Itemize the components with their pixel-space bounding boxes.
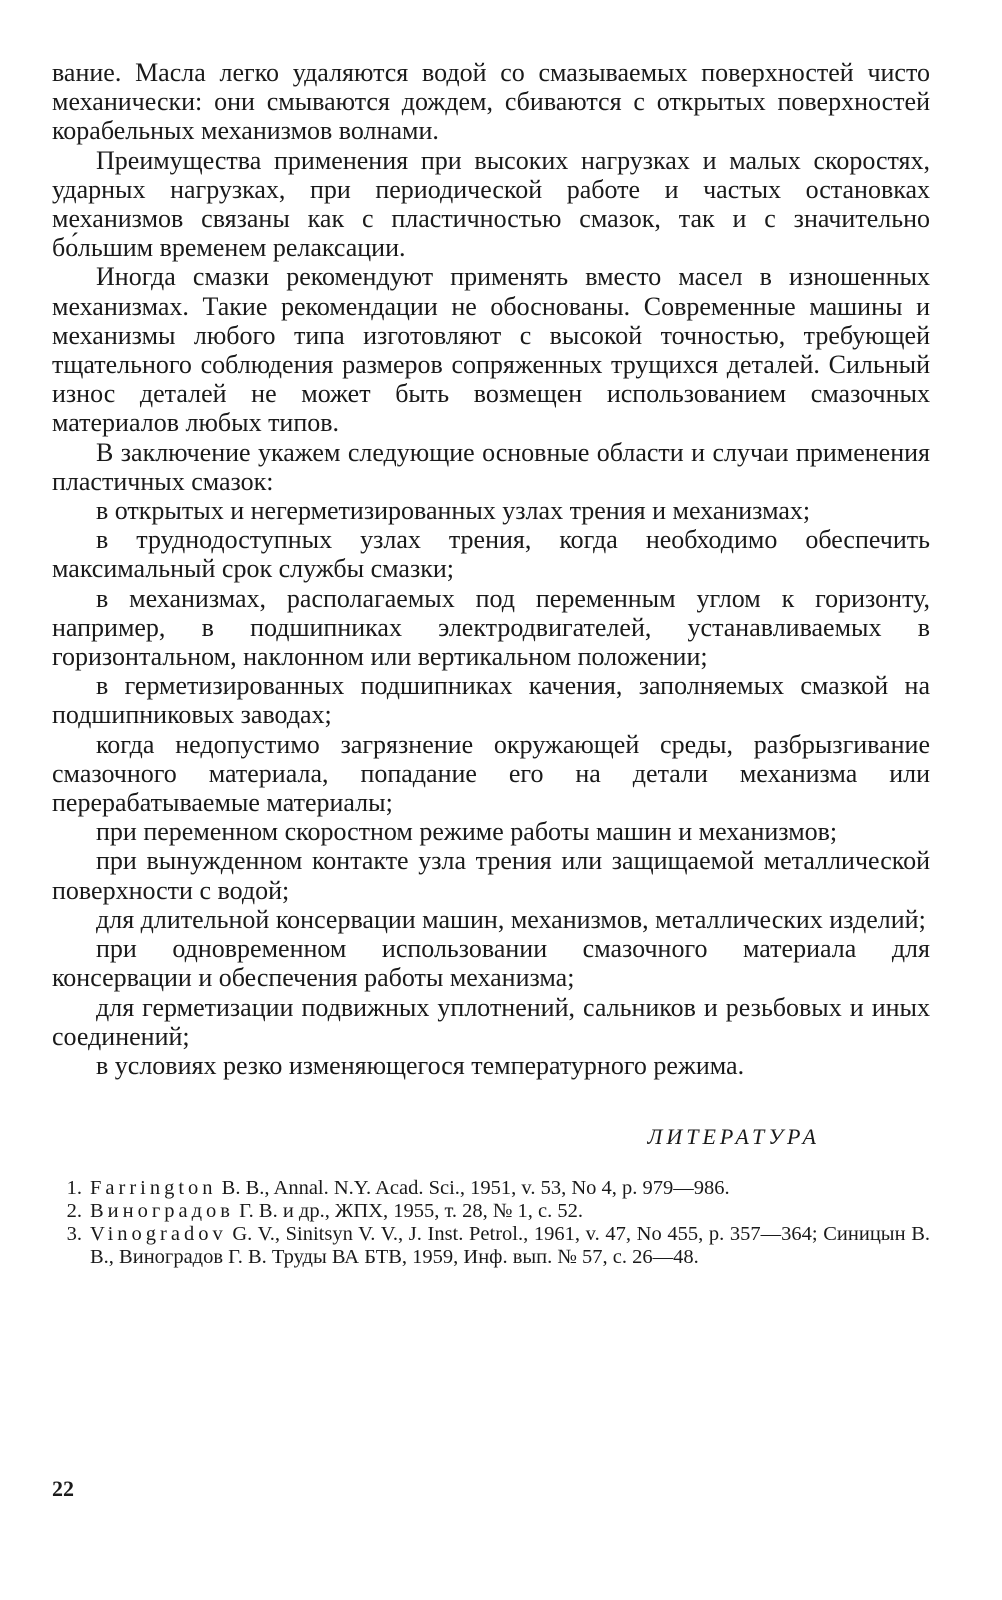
reference-details: Г. В. и др., ЖПХ, 1955, т. 28, № 1, с. 52. [233, 1200, 584, 1223]
list-item: при одновременном использовании смазочного материала для консервации и обеспечения работы механизма; [52, 934, 930, 993]
reference-author: Vinogradov [90, 1223, 227, 1246]
reference-number: 3. [66, 1223, 82, 1246]
paragraph-4: В заключение укажем следующие основные области и случаи применения пластичных смазок: [52, 437, 930, 496]
reference-item [52, 1223, 930, 1269]
references-heading: ЛИТЕРАТУРА [647, 1124, 820, 1150]
paragraph-3: Иногда смазки рекомендуют применять вместо масел в изношенных механизмах. Такие рекомендации не обоснованы. Современные машины и механизмы любого типа изготовляют с высокой точностью, требующей тщательного соблюдения размеров сопряженных трущихся деталей. Сильный износ деталей не может быть возмещен использованием смазочных материалов любых типов. [52, 262, 930, 438]
page-body [52, 58, 930, 1269]
reference-details: B. B., Annal. N.Y. Acad. Sci., 1951, v. 53, No 4, p. 979—986. [216, 1177, 730, 1200]
list-item: при вынужденном контакте узла трения или защищаемой металлической поверхности с водой; [52, 846, 930, 905]
page-number: 22 [52, 1476, 74, 1501]
list-item: для герметизации подвижных уплотнений, сальников и резьбовых и иных соединений; [52, 992, 930, 1051]
list-item: для длительной консервации машин, механизмов, металлических изделий; [96, 904, 926, 934]
list-item: в труднодоступных узлах трения, когда необходимо обеспечить максимальный срок службы смазки; [52, 525, 930, 584]
reference-author: Виноградов [90, 1200, 234, 1223]
paragraph-2: Преимущества применения при высоких нагрузках и малых скоростях, ударных нагрузках, при периодической работе и частых остановках механизмов связаны как с пластичностью смазок, так и с значительно бо́льшим временем релаксации. [52, 145, 930, 263]
list-item: в условиях резко изменяющегося температурного режима. [96, 1050, 745, 1080]
reference-details: G. V., Sinitsyn V. V., J. Inst. Petrol., 1961, v. 47, No 455, p. 357—364; Синицын В. В., Виноградов Г. В. Труды ВА БТВ, 1959, Инф. вып. № 57, с. 26—48. [90, 1223, 930, 1269]
paragraph-1: вание. Масла легко удаляются водой со смазываемых поверхностей чисто механически: они смываются дождем, сбиваются с открытых поверхностей корабельных механизмов волнами. [52, 58, 930, 146]
reference-number: 2. [66, 1200, 82, 1223]
reference-text [90, 1223, 930, 1269]
reference-text [90, 1200, 930, 1223]
list-item: когда недопустимо загрязнение окружающей среды, разбрызгивание смазочного материала, попадание его на детали механизма или перерабатываемые материалы; [52, 729, 930, 818]
reference-author: Farrington [90, 1177, 217, 1200]
list-item: в открытых и негерметизированных узлах трения и механизмах; [96, 496, 811, 526]
reference-item [52, 1177, 930, 1200]
list-item: в герметизированных подшипниках качения, заполняемых смазкой на подшипниковых заводах; [52, 671, 930, 730]
list-item: в механизмах, располагаемых под переменным углом к горизонту, например, в подшипниках электродвигателей, устанавливаемых в горизонтальном, наклонном или вертикальном положении; [52, 583, 930, 672]
reference-number: 1. [66, 1177, 82, 1200]
list-item: при переменном скоростном режиме работы машин и механизмов; [96, 817, 838, 847]
reference-text [90, 1177, 930, 1200]
reference-item [52, 1200, 930, 1223]
references-list [52, 1177, 930, 1269]
